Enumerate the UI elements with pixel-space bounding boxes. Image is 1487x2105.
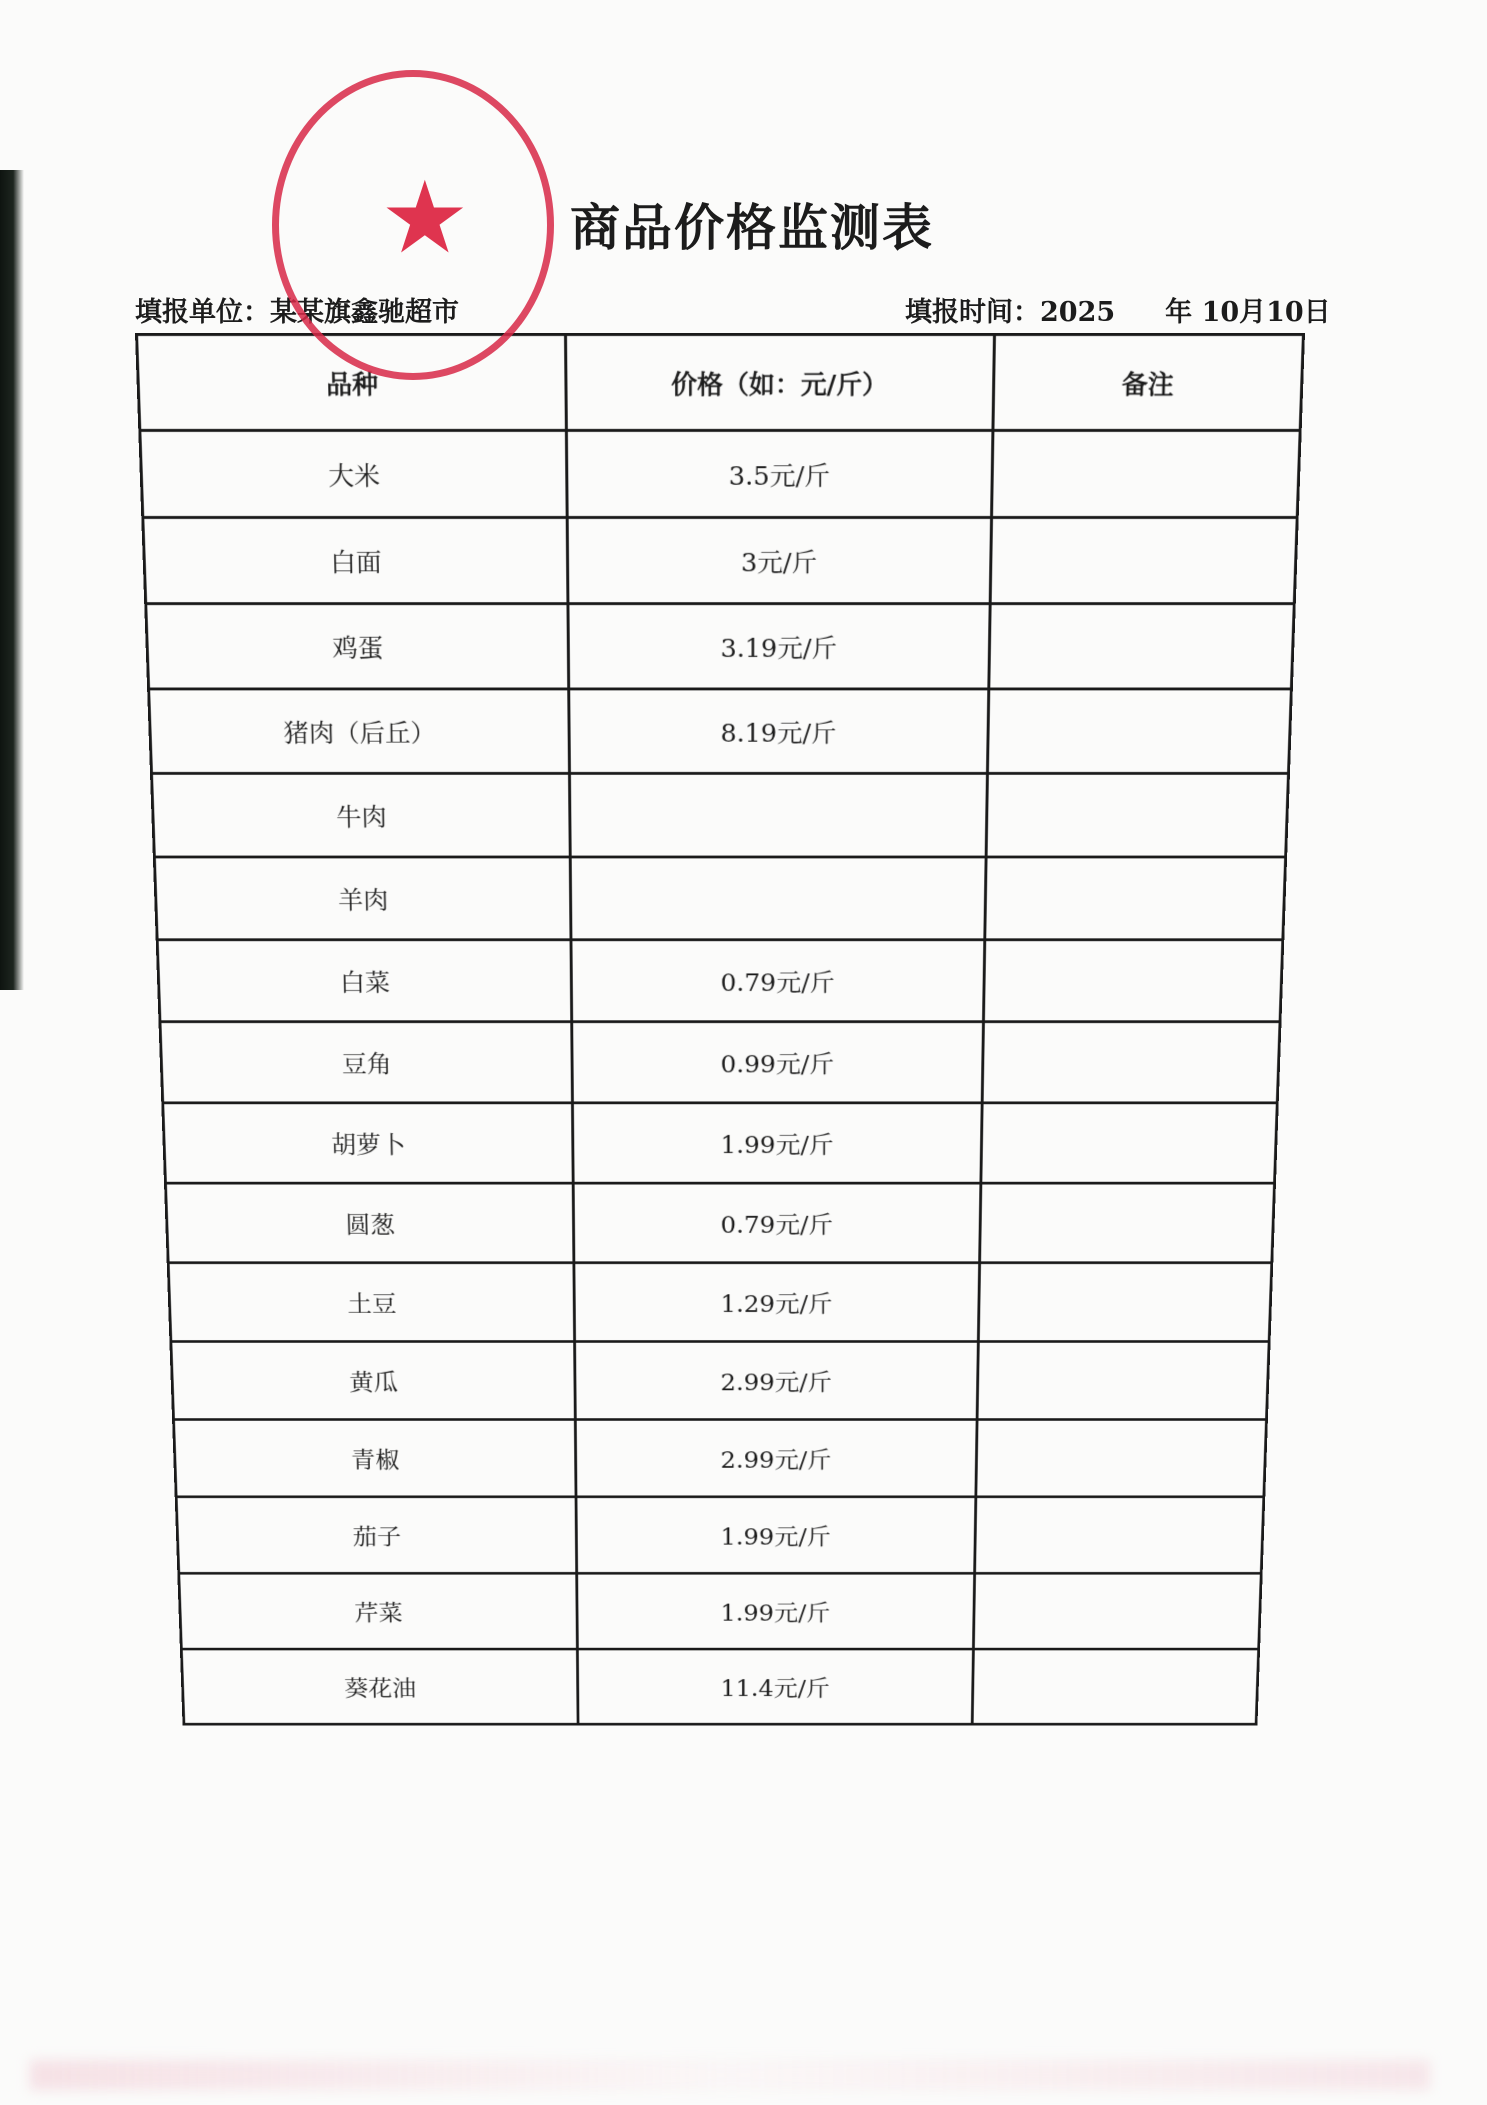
cell-note <box>990 517 1297 603</box>
reporting-date <box>905 290 1331 329</box>
cell-price: 1.29元/斤 <box>574 1263 980 1342</box>
reporting-unit-value: 某某旗鑫驰超市 <box>270 297 459 328</box>
cell-note <box>979 1183 1274 1263</box>
table-row <box>154 857 1285 940</box>
cell-note <box>977 1341 1269 1419</box>
cell-price: 0.79元/斤 <box>573 1183 981 1263</box>
cell-price: 3.19元/斤 <box>568 604 990 689</box>
header-price: 价格（如：元/斤） <box>565 334 994 430</box>
cell-item: 胡萝卜 <box>163 1103 573 1183</box>
table-header-row <box>137 334 1304 430</box>
cell-item: 芹菜 <box>179 1573 577 1649</box>
cell-price: 8.19元/斤 <box>569 689 989 773</box>
cell-item: 白面 <box>143 517 568 603</box>
cell-price <box>569 773 987 857</box>
table-row <box>179 1573 1261 1649</box>
header-note: 备注 <box>993 334 1304 430</box>
cell-price: 3元/斤 <box>567 517 991 603</box>
cell-note <box>991 430 1300 517</box>
table-row <box>140 430 1300 517</box>
scan-edge-shadow <box>0 170 24 990</box>
reporting-date-year: 2025 <box>1040 297 1116 328</box>
reporting-date-label: 填报时间： <box>905 297 1040 328</box>
table-row <box>176 1497 1264 1574</box>
cell-note <box>972 1649 1259 1724</box>
table-row <box>174 1420 1267 1497</box>
table-row <box>146 604 1295 689</box>
cell-price <box>570 857 986 940</box>
cell-price: 2.99元/斤 <box>575 1420 977 1497</box>
cell-note <box>973 1573 1261 1649</box>
cell-item: 鸡蛋 <box>146 604 569 689</box>
cell-note <box>974 1497 1263 1574</box>
cell-item: 土豆 <box>168 1263 574 1342</box>
cell-note <box>978 1263 1272 1342</box>
scan-smudge <box>30 2060 1430 2090</box>
cell-note <box>985 857 1286 940</box>
cell-item: 青椒 <box>174 1420 576 1497</box>
table-row <box>181 1649 1258 1724</box>
cell-note <box>987 689 1291 773</box>
cell-price: 0.79元/斤 <box>571 940 985 1022</box>
cell-item: 羊肉 <box>154 857 571 940</box>
cell-note <box>986 773 1289 857</box>
cell-price: 1.99元/斤 <box>577 1573 975 1649</box>
cell-note <box>976 1420 1267 1497</box>
table-row <box>149 689 1292 773</box>
reporting-date-rest: 10月10日 <box>1201 297 1331 328</box>
table-row <box>171 1341 1269 1419</box>
table-row <box>157 940 1283 1022</box>
cell-price: 1.99元/斤 <box>576 1497 976 1574</box>
page-title: 商品价格监测表 <box>570 198 934 257</box>
cell-price: 3.5元/斤 <box>566 430 993 517</box>
cell-item: 圆葱 <box>165 1183 573 1263</box>
cell-note <box>981 1103 1278 1183</box>
cell-item: 茄子 <box>176 1497 576 1574</box>
seal-star-icon: ★ <box>380 159 470 276</box>
cell-note <box>982 1022 1280 1103</box>
cell-item: 豆角 <box>160 1022 572 1103</box>
table-row <box>168 1263 1272 1342</box>
reporting-date-year-suffix: 年 <box>1165 297 1193 328</box>
cell-item: 牛肉 <box>152 773 571 857</box>
cell-item: 葵花油 <box>181 1649 578 1724</box>
cell-price: 1.99元/斤 <box>572 1103 982 1183</box>
cell-item: 猪肉（后丘） <box>149 689 570 773</box>
reporting-unit-label: 填报单位： <box>135 297 270 328</box>
cell-price: 11.4元/斤 <box>577 1649 973 1724</box>
table-row <box>165 1183 1274 1263</box>
header-item: 品种 <box>137 334 567 430</box>
cell-price: 0.99元/斤 <box>572 1022 984 1103</box>
table-row <box>143 517 1297 603</box>
cell-item: 大米 <box>140 430 567 517</box>
cell-note <box>989 604 1295 689</box>
price-table <box>135 333 1305 1725</box>
cell-price: 2.99元/斤 <box>574 1341 978 1419</box>
cell-item: 白菜 <box>157 940 571 1022</box>
table-row <box>163 1103 1278 1183</box>
cell-note <box>983 940 1283 1022</box>
table-row <box>160 1022 1280 1103</box>
table-row <box>152 773 1289 857</box>
cell-item: 黄瓜 <box>171 1341 575 1419</box>
